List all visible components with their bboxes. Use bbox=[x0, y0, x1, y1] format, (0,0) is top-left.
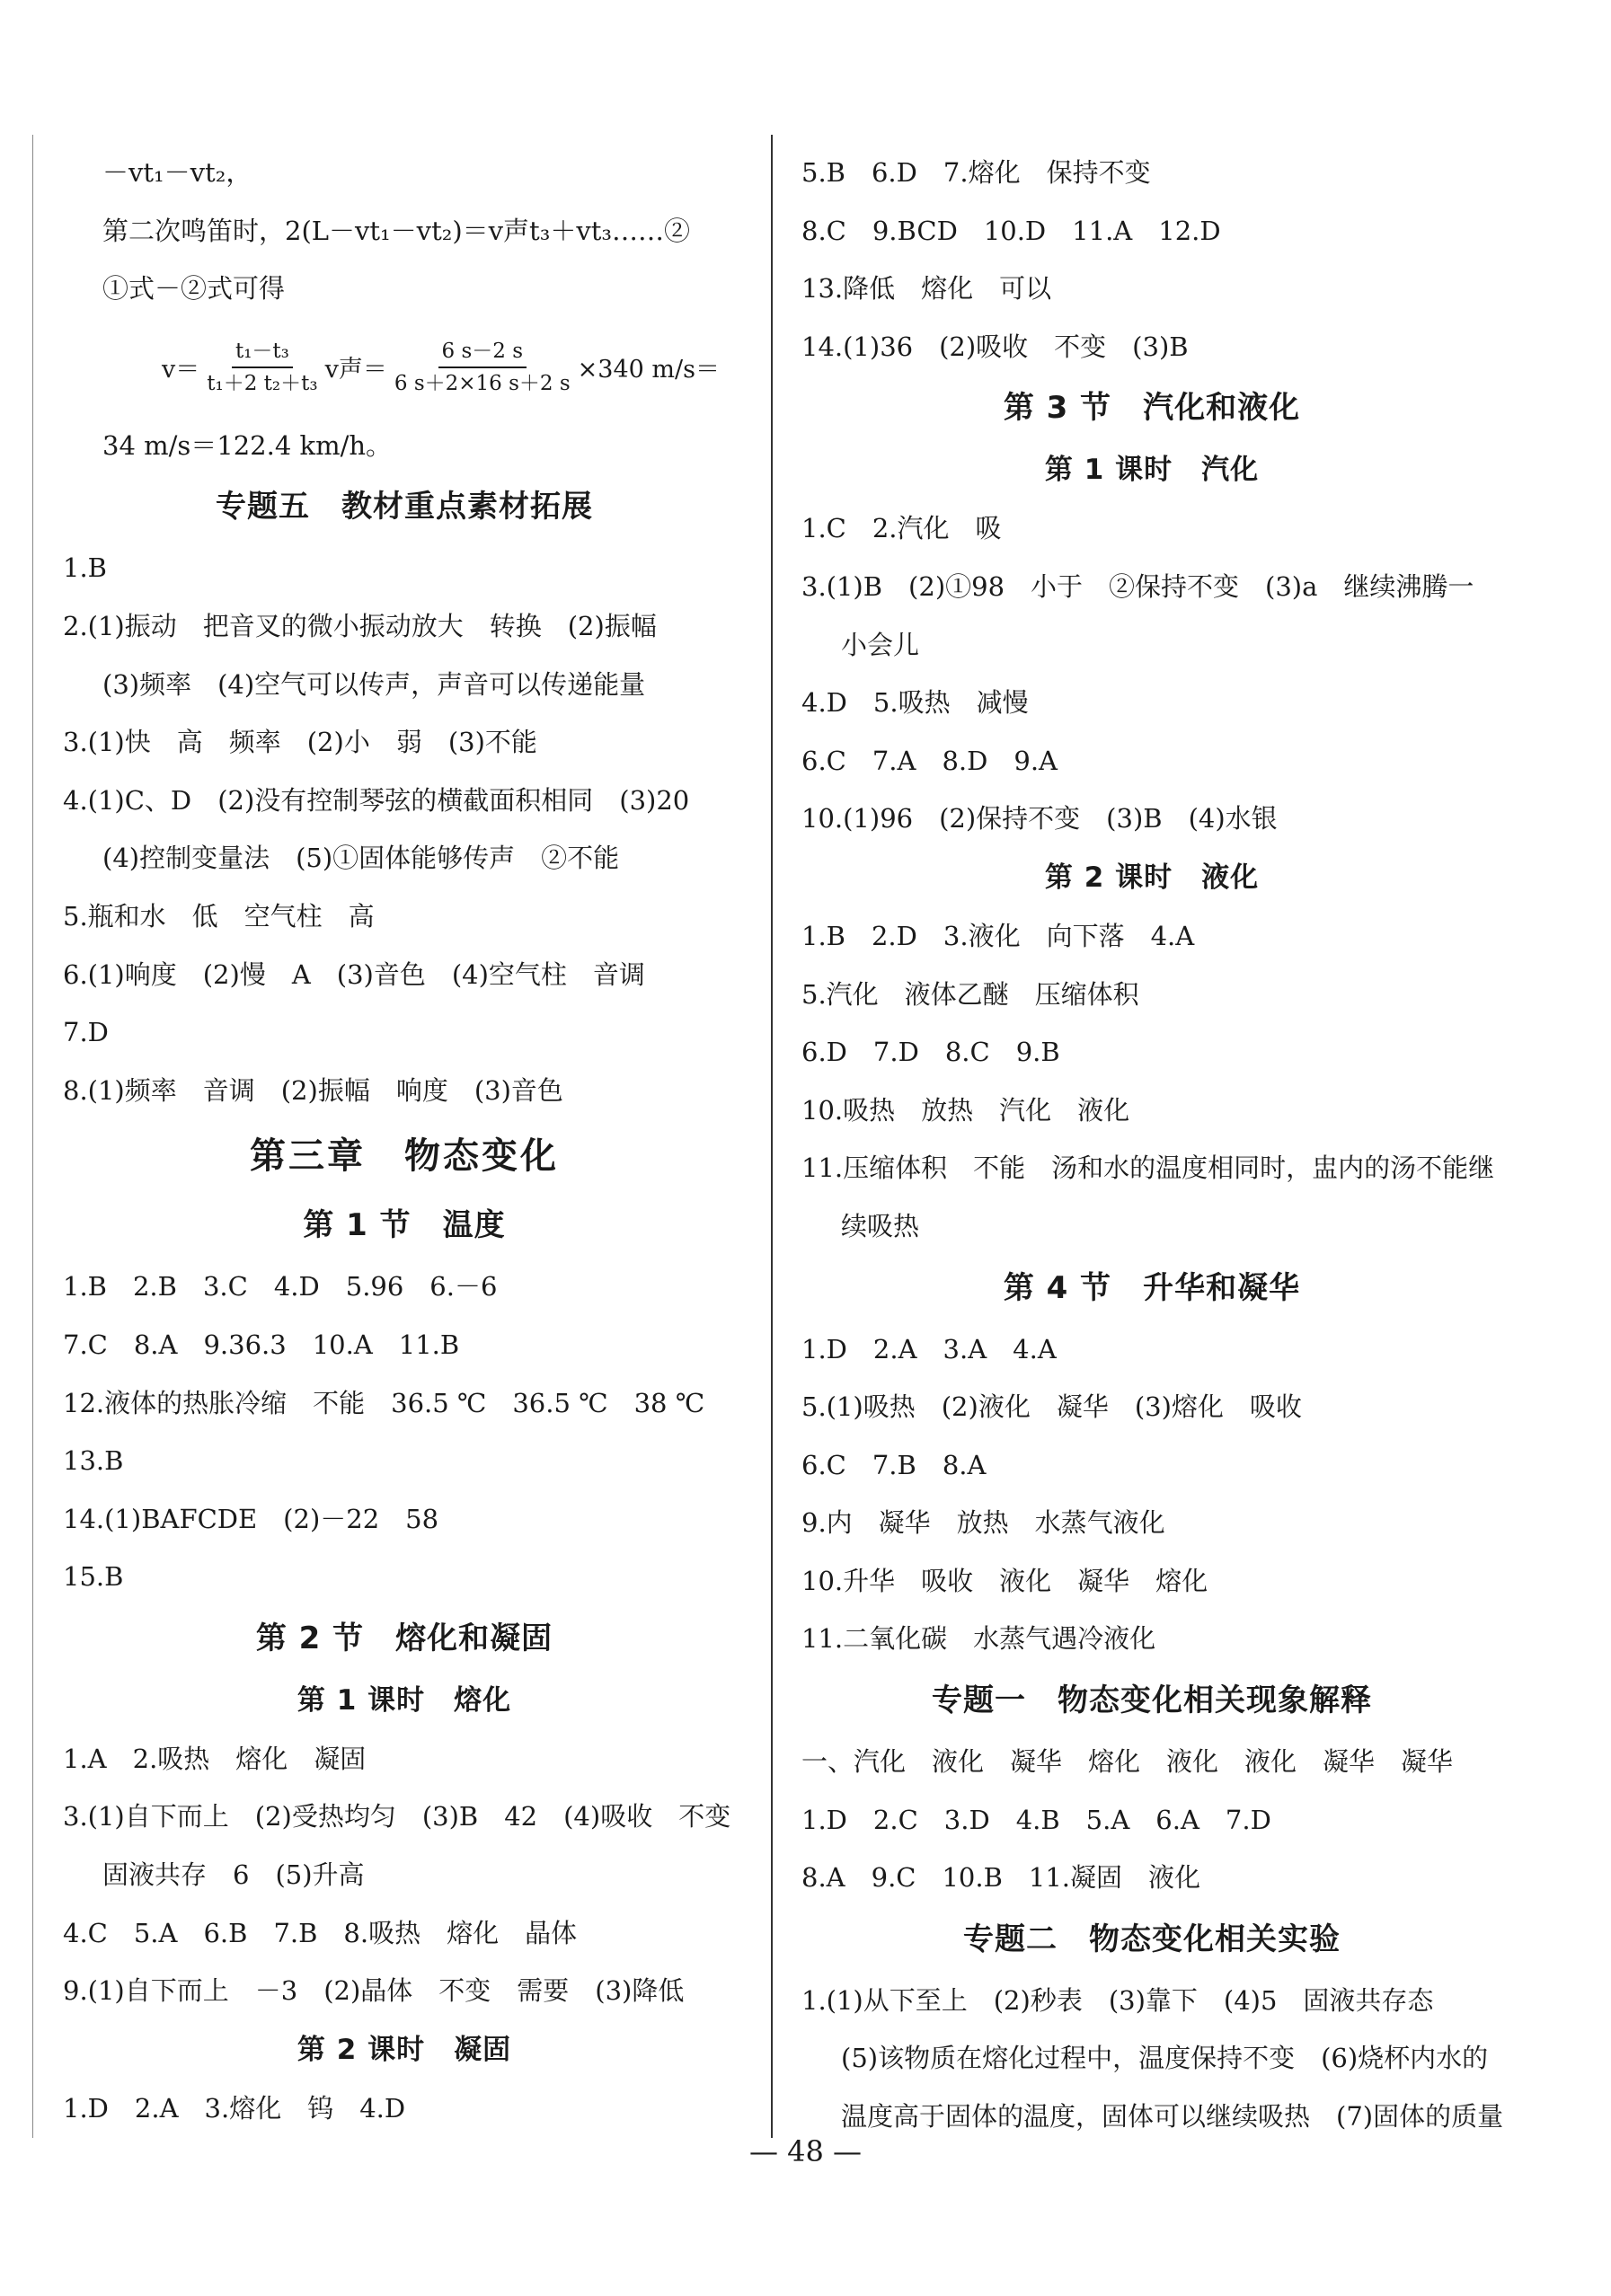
speed-formula bbox=[63, 318, 746, 417]
answer-line: 1.D 2.A 3.A 4.A bbox=[801, 1333, 1057, 1364]
answer-line: 1.C 2.汽化 吸 bbox=[801, 513, 1002, 544]
answer-line: 5.B 6.D 7.熔化 保持不变 bbox=[801, 157, 1151, 188]
answer-line: 12.液体的热胀冷缩 不能 36.5 ℃ 36.5 ℃ 38 ℃ bbox=[63, 1387, 705, 1418]
answer-line: 10.(1)96 (2)保持不变 (3)B (4)水银 bbox=[801, 803, 1278, 835]
fraction-numerator: 6 s－2 s bbox=[438, 338, 527, 368]
answer-line: 10.吸热 放热 汽化 液化 bbox=[801, 1094, 1130, 1126]
chapter-heading: 第三章 物态变化 bbox=[250, 1135, 559, 1178]
answer-line: 5.(1)吸热 (2)液化 凝华 (3)熔化 吸收 bbox=[801, 1391, 1302, 1423]
topic-heading: 专题二 物态变化相关实验 bbox=[963, 1921, 1341, 1957]
answer-line: 1.B 2.B 3.C 4.D 5.96 6.－6 bbox=[63, 1271, 498, 1303]
lesson-heading: 第 2 课时 液化 bbox=[1044, 861, 1260, 894]
text-line: －vt₁－vt₂， bbox=[102, 157, 252, 188]
fraction-denominator: t₁＋2 t₂＋t₃ bbox=[207, 371, 318, 395]
lesson-heading: 第 2 课时 凝固 bbox=[297, 2033, 512, 2066]
answer-line: 续吸热 bbox=[841, 1210, 920, 1241]
answer-line: 一、汽化 液化 凝华 熔化 液化 液化 凝华 凝华 bbox=[801, 1746, 1454, 1778]
fraction-time bbox=[203, 338, 321, 397]
right-column bbox=[801, 144, 1502, 2146]
answer-line: 13.B bbox=[63, 1445, 124, 1477]
answer-line: (4)控制变量法 (5)①固体能够传声 ②不能 bbox=[102, 843, 620, 874]
lesson-heading: 第 1 课时 汽化 bbox=[1044, 454, 1260, 487]
answer-line: 8.(1)频率 音调 (2)振幅 响度 (3)音色 bbox=[63, 1074, 563, 1106]
fraction-denominator: 6 s＋2×16 s＋2 s bbox=[394, 371, 571, 395]
text-line: ①式－②式可得 bbox=[102, 273, 286, 305]
answer-line: 6.(1)响度 (2)慢 A (3)音色 (4)空气柱 音调 bbox=[63, 958, 645, 990]
answer-line: 6.D 7.D 8.C 9.B bbox=[801, 1037, 1060, 1068]
fraction-values bbox=[391, 338, 574, 397]
section-heading: 第 2 节 熔化和凝固 bbox=[255, 1620, 553, 1656]
answer-line: (5)该物质在熔化过程中，温度保持不变 (6)烧杯内水的 bbox=[841, 2043, 1489, 2074]
answer-line: 温度高于固体的温度，固体可以继续吸热 (7)固体的质量 bbox=[841, 2101, 1504, 2133]
answer-line: 1.(1)从下至上 (2)秒表 (3)靠下 (4)5 固液共存态 bbox=[801, 1984, 1434, 2016]
answer-line: 4.(1)C、D (2)没有控制琴弦的横截面积相同 (3)20 bbox=[63, 784, 690, 816]
answer-line: 8.A 9.C 10.B 11.凝固 液化 bbox=[801, 1862, 1201, 1894]
answer-line: 7.C 8.A 9.36.3 10.A 11.B bbox=[63, 1329, 460, 1360]
answer-line: 9.(1)自下而上 －3 (2)晶体 不变 需要 (3)降低 bbox=[63, 1975, 685, 2007]
answer-line: 5.瓶和水 低 空气柱 高 bbox=[63, 900, 375, 932]
column-divider bbox=[771, 135, 773, 2138]
answer-line: 3.(1)B (2)①98 小于 ②保持不变 (3)a 继续沸腾一 bbox=[801, 570, 1474, 602]
text-line: 34 m/s＝122.4 km/h。 bbox=[102, 429, 393, 461]
answer-line: 1.D 2.C 3.D 4.B 5.A 6.A 7.D bbox=[801, 1804, 1271, 1835]
lesson-heading: 第 1 课时 熔化 bbox=[297, 1683, 512, 1717]
section-heading: 第 1 节 温度 bbox=[303, 1207, 506, 1244]
answer-line: 4.C 5.A 6.B 7.B 8.吸热 熔化 晶体 bbox=[63, 1917, 578, 1948]
page-number: — 48 — bbox=[748, 2134, 863, 2168]
answer-line: 1.D 2.A 3.熔化 钨 4.D bbox=[63, 2092, 406, 2124]
answer-line: 5.汽化 液体乙醚 压缩体积 bbox=[801, 978, 1139, 1010]
answer-line: 小会儿 bbox=[841, 629, 920, 660]
section-heading: 第 3 节 汽化和液化 bbox=[1003, 390, 1301, 427]
section-heading: 第 4 节 升华和凝华 bbox=[1003, 1269, 1301, 1306]
topic-heading: 专题五 教材重点素材拓展 bbox=[216, 489, 593, 525]
answer-line: 3.(1)快 高 频率 (2)小 弱 (3)不能 bbox=[63, 727, 537, 758]
answer-line: 6.C 7.B 8.A bbox=[801, 1449, 987, 1480]
answer-line: 11.二氧化碳 水蒸气遇冷液化 bbox=[801, 1623, 1156, 1655]
answer-line: 11.压缩体积 不能 汤和水的温度相同时，盅内的汤不能继 bbox=[801, 1152, 1495, 1184]
answer-line: 1.B bbox=[63, 552, 107, 584]
formula-rhs: ×340 m/s＝ bbox=[577, 356, 720, 384]
fraction-numerator: t₁－t₃ bbox=[232, 338, 293, 368]
answer-line: 7.D bbox=[63, 1017, 109, 1048]
answer-line: 14.(1)BAFCDE (2)－22 58 bbox=[63, 1503, 439, 1534]
answer-line: 13.降低 熔化 可以 bbox=[801, 273, 1052, 305]
margin-rule bbox=[32, 135, 33, 2138]
answer-line: (3)频率 (4)空气可以传声，声音可以传递能量 bbox=[102, 668, 646, 700]
answer-line: 4.D 5.吸热 减慢 bbox=[801, 687, 1029, 719]
text-line: 第二次鸣笛时，2(L－vt₁－vt₂)＝v声t₃＋vt₃……② bbox=[102, 215, 690, 246]
answer-line: 14.(1)36 (2)吸收 不变 (3)B bbox=[801, 331, 1189, 362]
answer-line: 10.升华 吸收 液化 凝华 熔化 bbox=[801, 1565, 1208, 1596]
answer-line: 9.内 凝华 放热 水蒸气液化 bbox=[801, 1507, 1165, 1539]
answer-line: 固液共存 6 (5)升高 bbox=[102, 1859, 365, 1891]
topic-heading: 专题一 物态变化相关现象解释 bbox=[932, 1682, 1372, 1719]
formula-lhs: v＝ bbox=[162, 356, 200, 384]
answer-line: 1.B 2.D 3.液化 向下落 4.A bbox=[801, 920, 1195, 951]
answer-line: 15.B bbox=[63, 1561, 124, 1593]
answer-line: 2.(1)振动 把音叉的微小振动放大 转换 (2)振幅 bbox=[63, 610, 657, 641]
answer-line: 8.C 9.BCD 10.D 11.A 12.D bbox=[801, 215, 1221, 246]
answer-line: 6.C 7.A 8.D 9.A bbox=[801, 745, 1058, 776]
answer-line: 1.A 2.吸热 熔化 凝固 bbox=[63, 1743, 367, 1774]
formula-mid: v声＝ bbox=[324, 356, 387, 384]
left-column bbox=[63, 144, 746, 2137]
answer-line: 3.(1)自下而上 (2)受热均匀 (3)B 42 (4)吸收 不变 bbox=[63, 1801, 731, 1832]
